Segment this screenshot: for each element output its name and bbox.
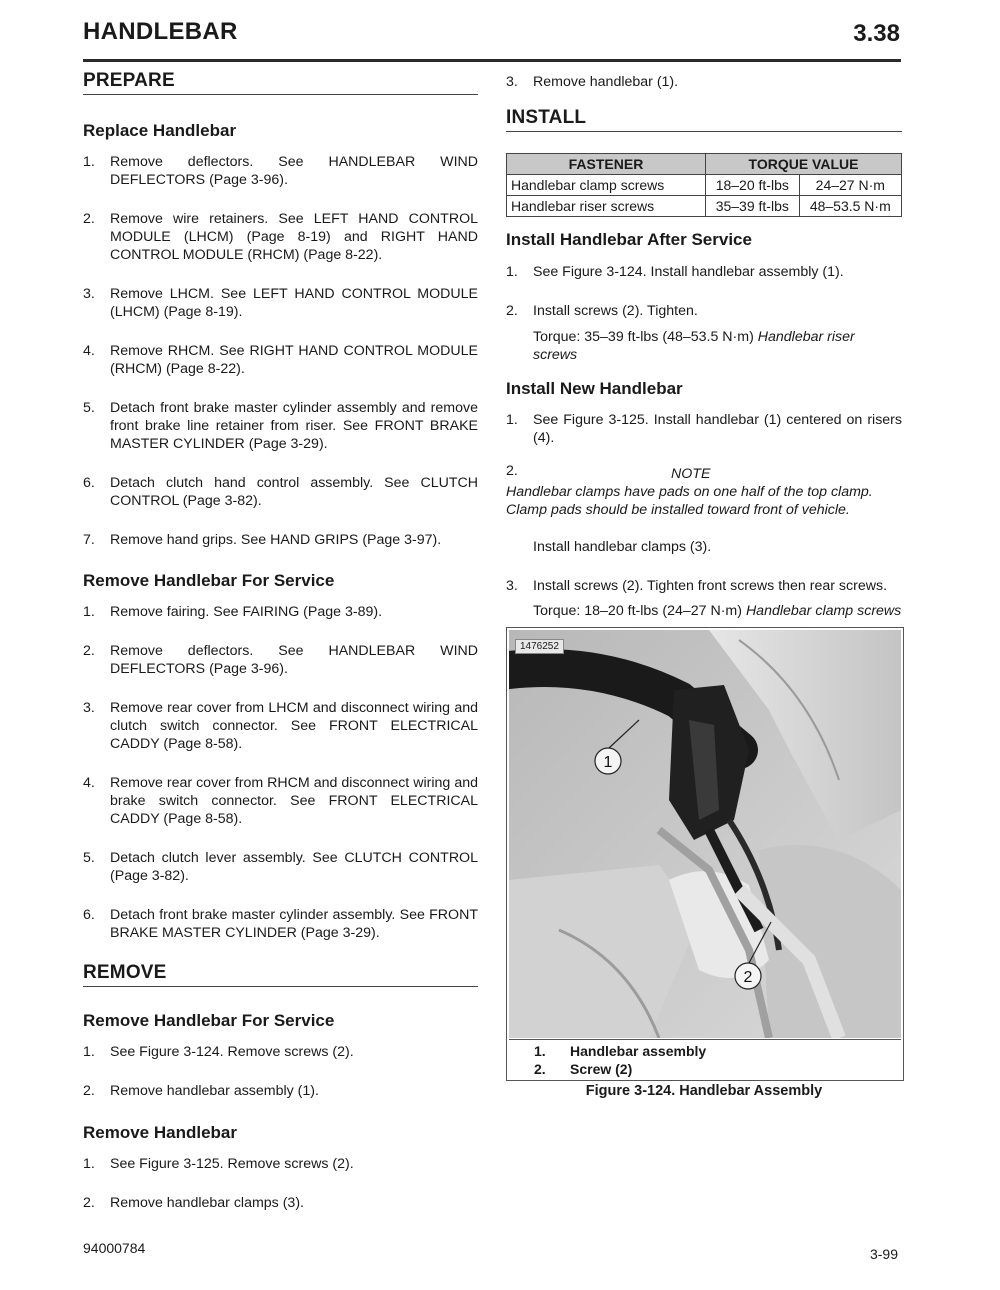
step-text: Install handlebar clamps (3). (533, 539, 712, 555)
list-item: 7. Remove hand grips. See HAND GRIPS (Page 3-97). (83, 532, 442, 548)
torque-spec: Torque: 35–39 ft-lbs (48–53.5 N·m) Handlebar riser screws (533, 329, 855, 363)
table-cell: 35–39 ft-lbs (706, 196, 800, 217)
list-item: 3. Remove rear cover from LHCM and disconnect wiring and clutch switch connector. See FRONT ELECTRICAL CADDY (Page 8-58). (83, 700, 478, 752)
legend-item: 2. Screw (2) (534, 1061, 633, 1077)
torque-table (506, 153, 902, 217)
list-item: 1. See Figure 3-125. Install handlebar (1) centered on risers (4). (506, 412, 902, 446)
table-row (507, 196, 902, 217)
subsection-title-install-after-service: Install Handlebar After Service (506, 230, 752, 249)
table-cell: 24–27 N·m (799, 175, 901, 196)
replace-handlebar-steps (83, 153, 478, 549)
section-title-install: INSTALL (506, 107, 902, 132)
list-item: 6. Detach clutch hand control assembly. See CLUTCH CONTROL (Page 3-82). (83, 475, 478, 509)
remove-service-steps (83, 1043, 478, 1100)
table-row (507, 175, 902, 196)
page-number: 3-99 (869, 1246, 898, 1262)
page-header-title: HANDLEBAR (83, 18, 238, 45)
subsection-title-remove-handlebar: Remove Handlebar (83, 1123, 237, 1142)
torque-spec: Torque: 18–20 ft-lbs (24–27 N·m) Handlebar clamp screws (533, 603, 902, 619)
document-number: 94000784 (83, 1240, 146, 1256)
list-item: 1. Remove deflectors. See HANDLEBAR WIND DEFLECTORS (Page 3-96). (83, 154, 478, 188)
list-item: 1. See Figure 3-124. Install handlebar assembly (1). (506, 264, 844, 280)
table-cell: Handlebar clamp screws (507, 175, 706, 196)
list-item: 1. Remove fairing. See FAIRING (Page 3-89). (83, 604, 383, 620)
list-item: 1. See Figure 3-124. Remove screws (2). (83, 1044, 354, 1060)
figure-legend (509, 1039, 901, 1078)
note-text: Handlebar clamps have pads on one half of the top clamp. Clamp pads should be installed toward front of vehicle. (506, 484, 873, 518)
right-column (506, 66, 902, 620)
handlebar-photo (509, 630, 901, 1038)
table-header-torque: TORQUE VALUE (706, 154, 902, 175)
legend-item: 1. Handlebar assembly (534, 1043, 707, 1059)
list-item: 3. Remove LHCM. See LEFT HAND CONTROL MODULE (LHCM) (Page 8-19). (83, 286, 478, 320)
list-item: 2. Remove handlebar assembly (1). (83, 1083, 319, 1099)
subsection-title-remove-for-service: Remove Handlebar For Service (83, 571, 335, 590)
figure-id: 1476252 (515, 639, 564, 654)
callout-1-label: 1 (603, 754, 613, 771)
list-item: 4. Remove rear cover from RHCM and disconnect wiring and brake switch connector. See FRONT ELECTRICAL CADDY (Page 8-58). (83, 775, 478, 827)
list-item: 3. Remove handlebar (1). (506, 74, 679, 90)
list-item: 2. Remove handlebar clamps (3). (83, 1195, 304, 1211)
subsection-title-install-new-handlebar: Install New Handlebar (506, 379, 683, 398)
subsection-title-remove-for-service-2: Remove Handlebar For Service (83, 1011, 335, 1030)
list-item: 5. Detach front brake master cylinder assembly and remove front brake line retainer from riser. See FRONT BRAKE MASTER CYLINDER (Page 3-29). (83, 400, 478, 452)
table-cell: 18–20 ft-lbs (706, 175, 800, 196)
list-item: 3. Install screws (2). Tighten front screws then rear screws. (506, 578, 888, 594)
list-item: 2. Remove wire retainers. See LEFT HAND CONTROL MODULE (LHCM) (Page 8-19) and RIGHT HAND CONTROL MODULE (RHCM) (Page 8-22). (83, 211, 478, 263)
table-header-row (507, 154, 902, 175)
remove-handlebar-steps (83, 1155, 478, 1212)
note-header: 2. NOTE (506, 463, 711, 482)
prepare-service-steps (83, 603, 478, 942)
list-item: 1. See Figure 3-125. Remove screws (2). (83, 1156, 354, 1172)
header-divider (83, 59, 901, 62)
list-item: 4. Remove RHCM. See RIGHT HAND CONTROL MODULE (RHCM) (Page 8-22). (83, 343, 478, 377)
list-item: 2. Remove deflectors. See HANDLEBAR WIND DEFLECTORS (Page 3-96). (83, 643, 478, 677)
figure-handlebar-assembly (506, 627, 904, 1081)
list-item: 2. Install screws (2). Tighten. (506, 303, 698, 319)
subsection-title-replace-handlebar: Replace Handlebar (83, 121, 237, 140)
list-item: 5. Detach clutch lever assembly. See CLUTCH CONTROL (Page 3-82). (83, 850, 478, 884)
section-title-prepare: PREPARE (83, 70, 478, 95)
table-cell: 48–53.5 N·m (799, 196, 901, 217)
callout-2-label: 2 (743, 969, 753, 986)
table-header-fastener: FASTENER (507, 154, 706, 175)
note-label: NOTE (671, 466, 711, 482)
left-column (83, 66, 478, 1212)
section-title-remove: REMOVE (83, 962, 478, 987)
table-cell: Handlebar riser screws (507, 196, 706, 217)
section-number: 3.38 (853, 20, 900, 47)
figure-caption: Figure 3-124. Handlebar Assembly (585, 1083, 823, 1099)
list-item: 6. Detach front brake master cylinder assembly. See FRONT BRAKE MASTER CYLINDER (Page 3-29). (83, 907, 478, 941)
